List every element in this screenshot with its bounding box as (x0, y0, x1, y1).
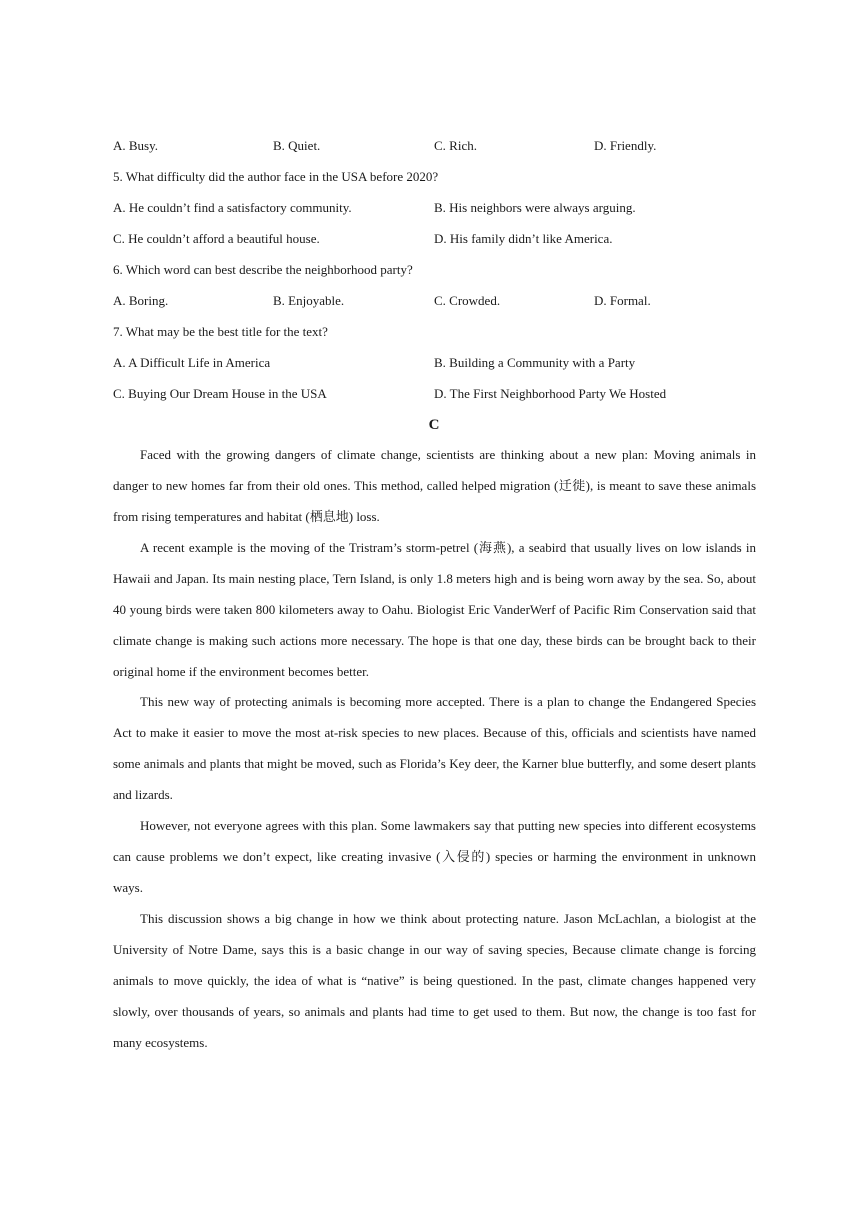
q5-options-row2 (113, 229, 758, 249)
q5-option-d: D. His family didn’t like America. (434, 231, 613, 246)
q5-question: 5. What difficulty did the author face in the USA before 2020? (113, 169, 439, 184)
q6-options (113, 291, 758, 311)
q5-option-b: B. His neighbors were always arguing. (434, 200, 636, 215)
q7-option-c: C. Buying Our Dream House in the USA (113, 386, 327, 401)
q5-option-a: A. He couldn’t find a satisfactory community. (113, 200, 352, 215)
q6-option-d: D. Formal. (594, 293, 651, 308)
q4-option-c: C. Rich. (434, 138, 477, 153)
q4-option-b: B. Quiet. (273, 138, 321, 153)
q7-options-row2 (113, 384, 758, 404)
section-c-heading: C (428, 417, 440, 433)
q5-options-row1 (113, 198, 758, 218)
q7-options-row1 (113, 353, 758, 373)
q4-option-a: A. Busy. (113, 138, 159, 153)
passage-paragraph-3: This new way of protecting animals is becoming more accepted. There is a plan to change the Endangered Species Act to make it easier to move the most at-risk species to new places. Because of this, officials and scientists have named some animals and plants that might be moved, such as Florida’s Key deer, the Karner blue butterfly, and some desert plants and lizards. (113, 694, 756, 802)
q6-question: 6. Which word can best describe the neighborhood party? (113, 262, 413, 277)
passage-paragraph-5: This discussion shows a big change in how we think about protecting nature. Jason McLachlan, a biologist at the University of Notre Dame, says this is a basic change in our way of saving species, Because climate change is forcing animals to move quickly, the idea of what is “native” is being questioned. In the past, climate changes happened very slowly, over thousands of years, so animals and plants had time to get used to them. But now, the change is too fast for many ecosystems. (113, 911, 756, 1050)
passage-paragraph-2: A recent example is the moving of the Tristram’s storm-petrel (海燕), a seabird that usually lives on low islands in Hawaii and Japan. Its main nesting place, Tern Island, is only 1.8 meters high and is being worn away by the sea. So, about 40 young birds were taken 800 kilometers away to Oahu. Biologist Eric VanderWerf of Pacific Rim Conservation said that climate change is making such actions more necessary. The hope is that one day, these birds can be brought back to their original home if the environment becomes better. (113, 540, 756, 679)
q7-question: 7. What may be the best title for the text? (113, 324, 328, 339)
q4-options (113, 136, 758, 156)
q7-option-b: B. Building a Community with a Party (434, 355, 636, 370)
q5-option-c: C. He couldn’t afford a beautiful house. (113, 231, 320, 246)
q7-option-d: D. The First Neighborhood Party We Hosted (434, 386, 667, 401)
q4-option-d: D. Friendly. (594, 138, 657, 153)
passage-paragraph-4: However, not everyone agrees with this plan. Some lawmakers say that putting new species into different ecosystems can cause problems we don’t expect, like creating invasive (入侵的) species or harming the environment in unknown ways. (113, 818, 756, 895)
q6-option-b: B. Enjoyable. (273, 293, 345, 308)
passage-paragraph-1: Faced with the growing dangers of climate change, scientists are thinking about a new plan: Moving animals in danger to new homes far from their old ones. This method, called helped migration (迁徙), is meant to save these animals from rising temperatures and habitat (栖息地) loss. (113, 447, 756, 524)
q6-option-a: A. Boring. (113, 293, 169, 308)
q6-option-c: C. Crowded. (434, 293, 501, 308)
q7-option-a: A. A Difficult Life in America (113, 355, 271, 370)
